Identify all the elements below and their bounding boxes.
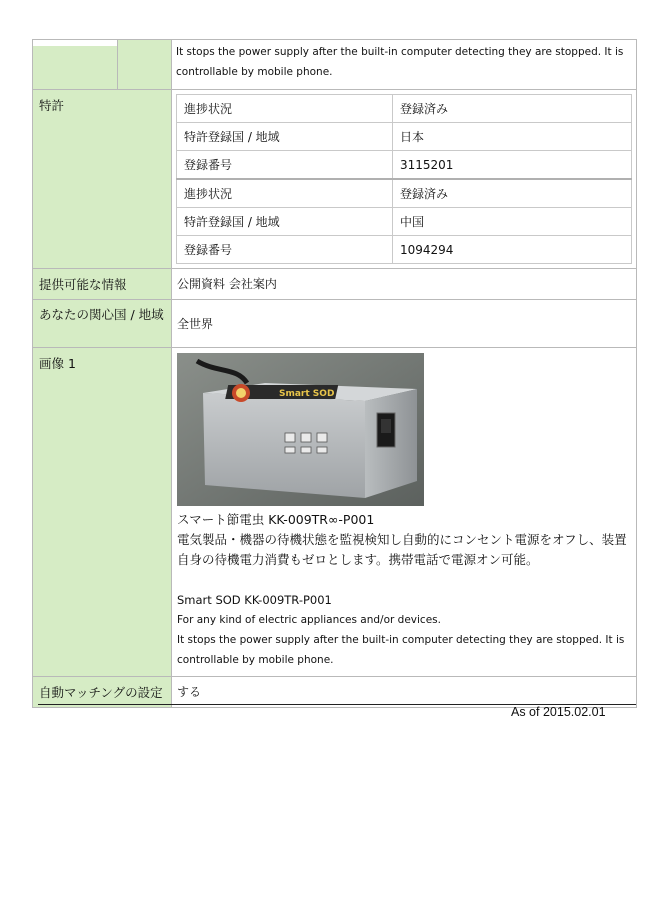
status-label: 進捗状況 xyxy=(177,95,393,123)
info-table xyxy=(32,39,637,708)
continuation-label-cell xyxy=(33,40,172,90)
matching-value: する xyxy=(172,677,637,708)
patent-table xyxy=(176,94,632,264)
region-value: 全世界 xyxy=(172,300,637,348)
patent-row xyxy=(33,90,637,269)
country-value: 日本 xyxy=(393,123,632,151)
number-value: 1094294 xyxy=(393,236,632,264)
product-photo xyxy=(177,353,424,506)
number-label: 登録番号 xyxy=(177,236,393,264)
caption-jp-body: 電気製品・機器の待機状態を監視検知し自動的にコンセント電源をオフし、装置自身の待機電力消費もゼロとします。携帯電話で電源オン可能。 xyxy=(177,532,627,567)
info-value: 公開資料 会社案内 xyxy=(172,269,637,300)
patent-row-country xyxy=(177,123,632,151)
caption-en-line2: It stops the power supply after the built-in computer detecting they are stopped. It is controllable by mobile phone. xyxy=(177,634,625,666)
matching-label: 自動マッチングの設定 xyxy=(33,677,172,708)
status-value: 登録済み xyxy=(393,179,632,208)
continuation-text: It stops the power supply after the built-in computer detecting they are stopped. It is controllable by mobile phone. xyxy=(172,40,637,90)
region-row xyxy=(33,300,637,348)
status-label: 進捗状況 xyxy=(177,179,393,208)
country-label: 特許登録国 / 地域 xyxy=(177,208,393,236)
status-value: 登録済み xyxy=(393,95,632,123)
caption-en-line1: For any kind of electric appliances and/or devices. xyxy=(177,614,441,626)
number-label: 登録番号 xyxy=(177,151,393,180)
as-of-date: As of 2015.02.01 xyxy=(511,705,606,719)
caption-jp-title: スマート節電虫 KK-009TR∞-P001 xyxy=(177,512,375,527)
country-value: 中国 xyxy=(393,208,632,236)
country-label: 特許登録国 / 地域 xyxy=(177,123,393,151)
patent-row-country xyxy=(177,208,632,236)
matching-row xyxy=(33,677,637,708)
continuation-row xyxy=(33,40,637,90)
patent-label: 特許 xyxy=(33,90,172,269)
caption-en-title: Smart SOD KK-009TR-P001 xyxy=(177,593,332,607)
patent-row-status xyxy=(177,95,632,123)
patent-row-number xyxy=(177,236,632,264)
image-row xyxy=(33,348,637,677)
number-value: 3115201 xyxy=(393,151,632,180)
info-label: 提供可能な情報 xyxy=(33,269,172,300)
region-label: あなたの関心国 / 地域 xyxy=(33,300,172,348)
patent-row-status xyxy=(177,179,632,208)
image-label: 画像 1 xyxy=(33,348,172,677)
patent-row-number xyxy=(177,151,632,180)
device-logo-text: Smart SOD xyxy=(279,389,335,399)
info-row xyxy=(33,269,637,300)
